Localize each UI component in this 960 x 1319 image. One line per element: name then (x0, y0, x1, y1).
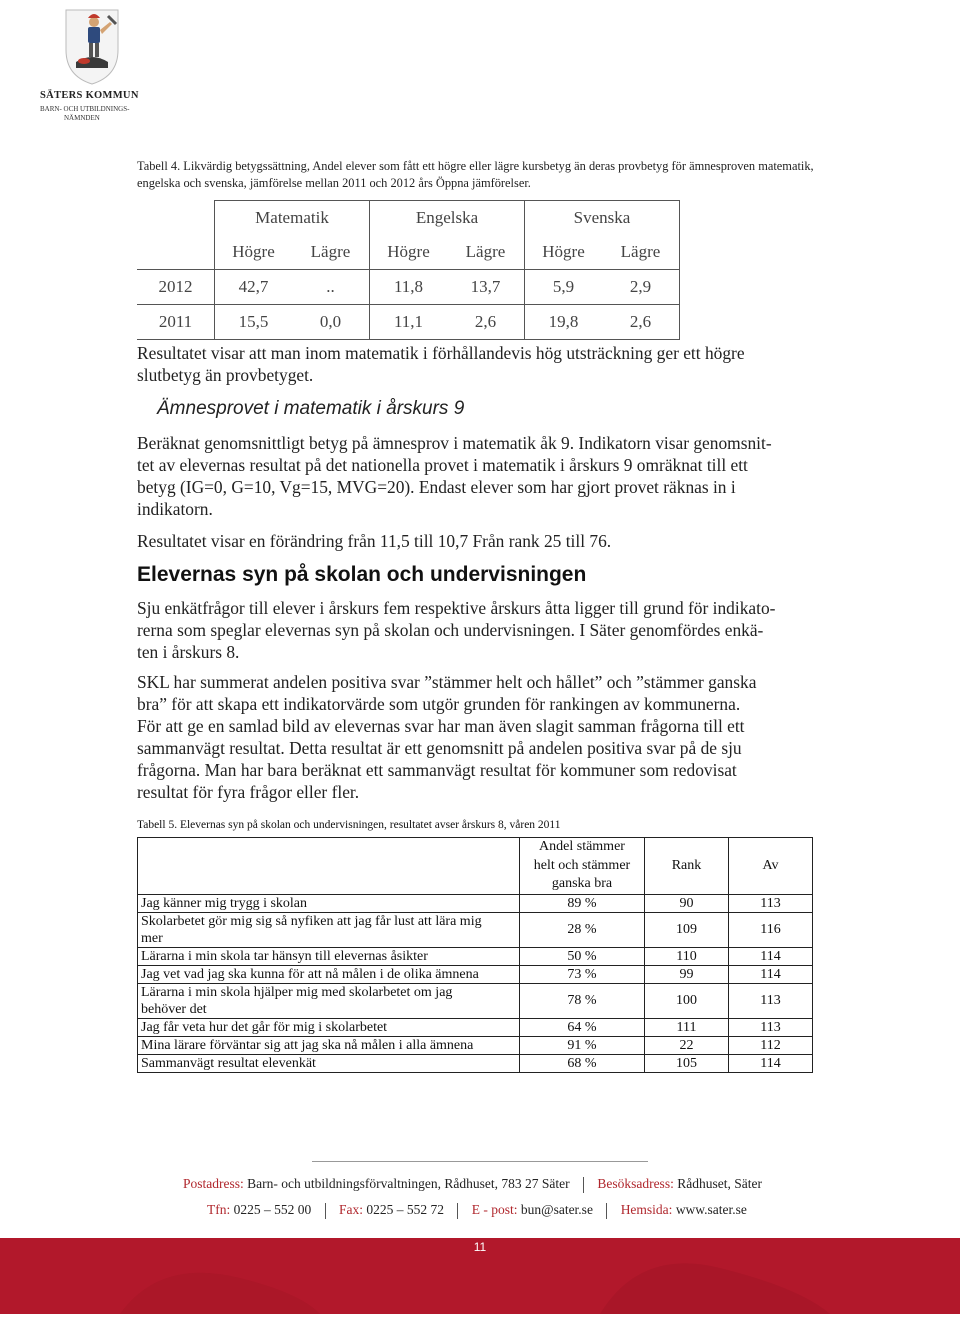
footer-divider (312, 1161, 648, 1162)
table-header-row (138, 838, 813, 895)
table-row (137, 305, 680, 340)
rank-cell: 99 (645, 965, 729, 983)
website-link[interactable]: www.sater.se (675, 1202, 747, 1217)
text-line: indikatorn. (137, 499, 213, 519)
question-cell (138, 912, 520, 947)
table-cell: 5,9 (525, 270, 603, 305)
visiting-address-label: Besöksadress: (597, 1176, 674, 1191)
table-cell: 2,6 (447, 305, 525, 340)
table-row (138, 912, 813, 947)
email-link[interactable]: bun@sater.se (520, 1202, 593, 1217)
table-cell: 13,7 (447, 270, 525, 305)
row-year: 2011 (137, 305, 215, 340)
question-cell: Jag får veta hur det går för mig i skolarbetet (138, 1018, 520, 1036)
logo-dept-line-1: BARN- OCH UTBILDNINGS- (40, 105, 130, 113)
table-cell: 15,5 (215, 305, 293, 340)
text-line: tet av elevernas resultat på det nationella provet i matematik i årskurs 9 omräknat till ett (137, 455, 748, 475)
postal-address-value: Barn- och utbildningsförvaltningen, Rådhuset, 783 27 Säter (247, 1176, 570, 1191)
of-cell: 113 (729, 983, 813, 1018)
logo-org-name: SÄTERS KOMMUN (40, 90, 139, 101)
text-line: För att ge en samlad bild av elevernas svar har man även slagit samman frågorna till ett (137, 716, 745, 736)
phone-label: Tfn: (207, 1202, 231, 1217)
table-row (138, 983, 813, 1018)
subject-header-swedish: Svenska (525, 201, 680, 236)
table-cell: 2,6 (602, 305, 680, 340)
table-cell: 11,8 (370, 270, 448, 305)
question-cell: Mina lärare förväntar sig att jag ska nå målen i alla ämnena (138, 1036, 520, 1054)
subhead-lower: Lägre (602, 235, 680, 270)
footer-contact-line (207, 1202, 747, 1219)
paragraph-change: Resultatet visar en förändring från 11,5 till 10,7 Från rank 25 till 76. (137, 531, 612, 551)
of-cell: 113 (729, 894, 813, 912)
text-line: Beräknat genomsnittligt betyg på ämnesprov i matematik åk 9. Indikatorn visar genomsnit- (137, 433, 772, 453)
table-row (138, 894, 813, 912)
table-row (138, 1036, 813, 1054)
text-line: ten i årskurs 8. (137, 642, 240, 662)
table-row (138, 947, 813, 965)
rank-cell: 22 (645, 1036, 729, 1054)
table-row (138, 1018, 813, 1036)
section-subheading: Ämnesprovet i matematik i årskurs 9 (157, 398, 465, 419)
table4-caption: Tabell 4. Likvärdig betygssättning, Andel elever som fått ett högre eller lägre kursbetyg än deras provbetyg för ämnesproven matematik, engelska och svenska, jämförelse mellan 2011 och 2012 års Öppna jämförelser. (137, 159, 814, 190)
subhead-lower: Lägre (447, 235, 525, 270)
subhead-higher: Högre (525, 235, 603, 270)
footer-separator (457, 1203, 458, 1219)
question-cell: Jag känner mig trygg i skolan (138, 894, 520, 912)
header-of: Av (729, 838, 813, 895)
subhead-higher: Högre (215, 235, 293, 270)
value-cell: 78 % (520, 983, 645, 1018)
question-line: behöver det (141, 1001, 207, 1017)
question-cell: Jag vet vad jag ska kunna för att nå målen i de olika ämnena (138, 965, 520, 983)
subhead-lower: Lägre (292, 235, 370, 270)
subject-header-math: Matematik (215, 201, 370, 236)
rank-cell: 90 (645, 894, 729, 912)
paragraph-skl (137, 671, 756, 803)
footer-separator (606, 1203, 607, 1219)
value-cell: 50 % (520, 947, 645, 965)
page-number: 11 (473, 1240, 487, 1254)
text-line: slutbetyg än provbetyget. (137, 365, 314, 385)
table-row (138, 1054, 813, 1072)
website-label: Hemsida: (620, 1202, 673, 1217)
text-line: bra” för att skapa ett indikatorvärde som utgör grunden för rankingen av kommunerna. (137, 694, 741, 714)
question-cell: Sammanvägt resultat elevenkät (138, 1054, 520, 1072)
value-cell: 68 % (520, 1054, 645, 1072)
of-cell: 114 (729, 1054, 813, 1072)
footer-separator (325, 1203, 326, 1219)
subhead-higher: Högre (370, 235, 448, 270)
phone-value: 0225 – 552 00 (233, 1202, 312, 1217)
table5-caption: Tabell 5. Elevernas syn på skolan och undervisningen, resultatet avser årskurs 8, våren 2011 (137, 819, 561, 831)
table-row (137, 201, 680, 236)
of-cell: 116 (729, 912, 813, 947)
text-line: betyg (IG=0, G=10, Vg=15, MVG=20). Endast elever som har gjort provet räknas in i (137, 477, 736, 497)
text-line: rerna som speglar elevernas syn på skolan och undervisningen. I Säter genomfördes enkä- (137, 620, 764, 640)
table-cell: 11,1 (370, 305, 448, 340)
logo-department (40, 105, 150, 123)
of-cell: 114 (729, 947, 813, 965)
text-line: resultat för fyra frågor eller fler. (137, 782, 360, 802)
footer-separator (583, 1177, 584, 1193)
rank-cell: 105 (645, 1054, 729, 1072)
value-cell: 89 % (520, 894, 645, 912)
email-label: E - post: (471, 1202, 518, 1217)
header-line: Andel stämmer (539, 839, 625, 854)
visiting-address-value: Rådhuset, Säter (677, 1176, 762, 1191)
table-row (138, 965, 813, 983)
table-row (137, 270, 680, 305)
rank-cell: 109 (645, 912, 729, 947)
header-share-positive (520, 838, 645, 895)
table-cell-empty (137, 201, 215, 236)
paragraph-survey (137, 597, 775, 663)
of-cell: 112 (729, 1036, 813, 1054)
table-row (137, 235, 680, 270)
table-cell-empty (137, 235, 215, 270)
value-cell: 64 % (520, 1018, 645, 1036)
value-cell: 28 % (520, 912, 645, 947)
header-line: ganska bra (551, 876, 613, 891)
of-cell: 114 (729, 965, 813, 983)
fax-value: 0225 – 552 72 (366, 1202, 445, 1217)
municipality-logo (40, 6, 150, 126)
text-line: SKL har summerat andelen positiva svar ”stämmer helt och hållet” och ”stämmer ganska (137, 672, 757, 692)
subject-header-english: Engelska (370, 201, 525, 236)
postal-address-label: Postadress: (183, 1176, 244, 1191)
rank-cell: 100 (645, 983, 729, 1018)
table-cell: 0,0 (292, 305, 370, 340)
coat-of-arms-icon (62, 6, 122, 86)
student-survey-table (137, 837, 813, 1073)
question-line: Lärarna i min skola hjälper mig med skolarbetet om jag (141, 984, 453, 1000)
question-line: mer (141, 930, 163, 946)
row-year: 2012 (137, 270, 215, 305)
value-cell: 91 % (520, 1036, 645, 1054)
grade-comparison-table (137, 200, 680, 340)
text-line: Sju enkätfrågor till elever i årskurs fem respektive årskurs åtta ligger till grund för indikato- (137, 598, 776, 618)
text-line: sammanvägt resultat. Detta resultat är ett genomsnitt på andelen positiva svar på de sju (137, 738, 742, 758)
table-cell: 2,9 (602, 270, 680, 305)
of-cell: 113 (729, 1018, 813, 1036)
header-question (138, 838, 520, 895)
rank-cell: 110 (645, 947, 729, 965)
value-cell: 73 % (520, 965, 645, 983)
footer-address-line (183, 1176, 762, 1193)
question-cell: Lärarna i min skola tar hänsyn till elevernas åsikter (138, 947, 520, 965)
paragraph-indicator (137, 432, 772, 520)
table-cell: .. (292, 270, 370, 305)
logo-dept-line-2: NÄMNDEN (64, 114, 100, 122)
text-line: frågorna. Man har bara beräknat ett sammanvägt resultat för kommuner som redovisat (137, 760, 737, 780)
paragraph-result-math (137, 342, 745, 386)
header-line: helt och stämmer (533, 857, 631, 873)
table-cell: 19,8 (525, 305, 603, 340)
fax-label: Fax: (339, 1202, 364, 1217)
header-rank: Rank (645, 838, 729, 895)
text-line: Resultatet visar att man inom matematik i förhållandevis hög utsträckning ger ett högre (137, 343, 745, 363)
table-cell: 42,7 (215, 270, 293, 305)
section-heading: Elevernas syn på skolan och undervisningen (137, 563, 587, 586)
question-line: Skolarbetet gör mig sig så nyfiken att jag får lust att lära mig (141, 913, 482, 929)
question-cell (138, 983, 520, 1018)
rank-cell: 111 (645, 1018, 729, 1036)
